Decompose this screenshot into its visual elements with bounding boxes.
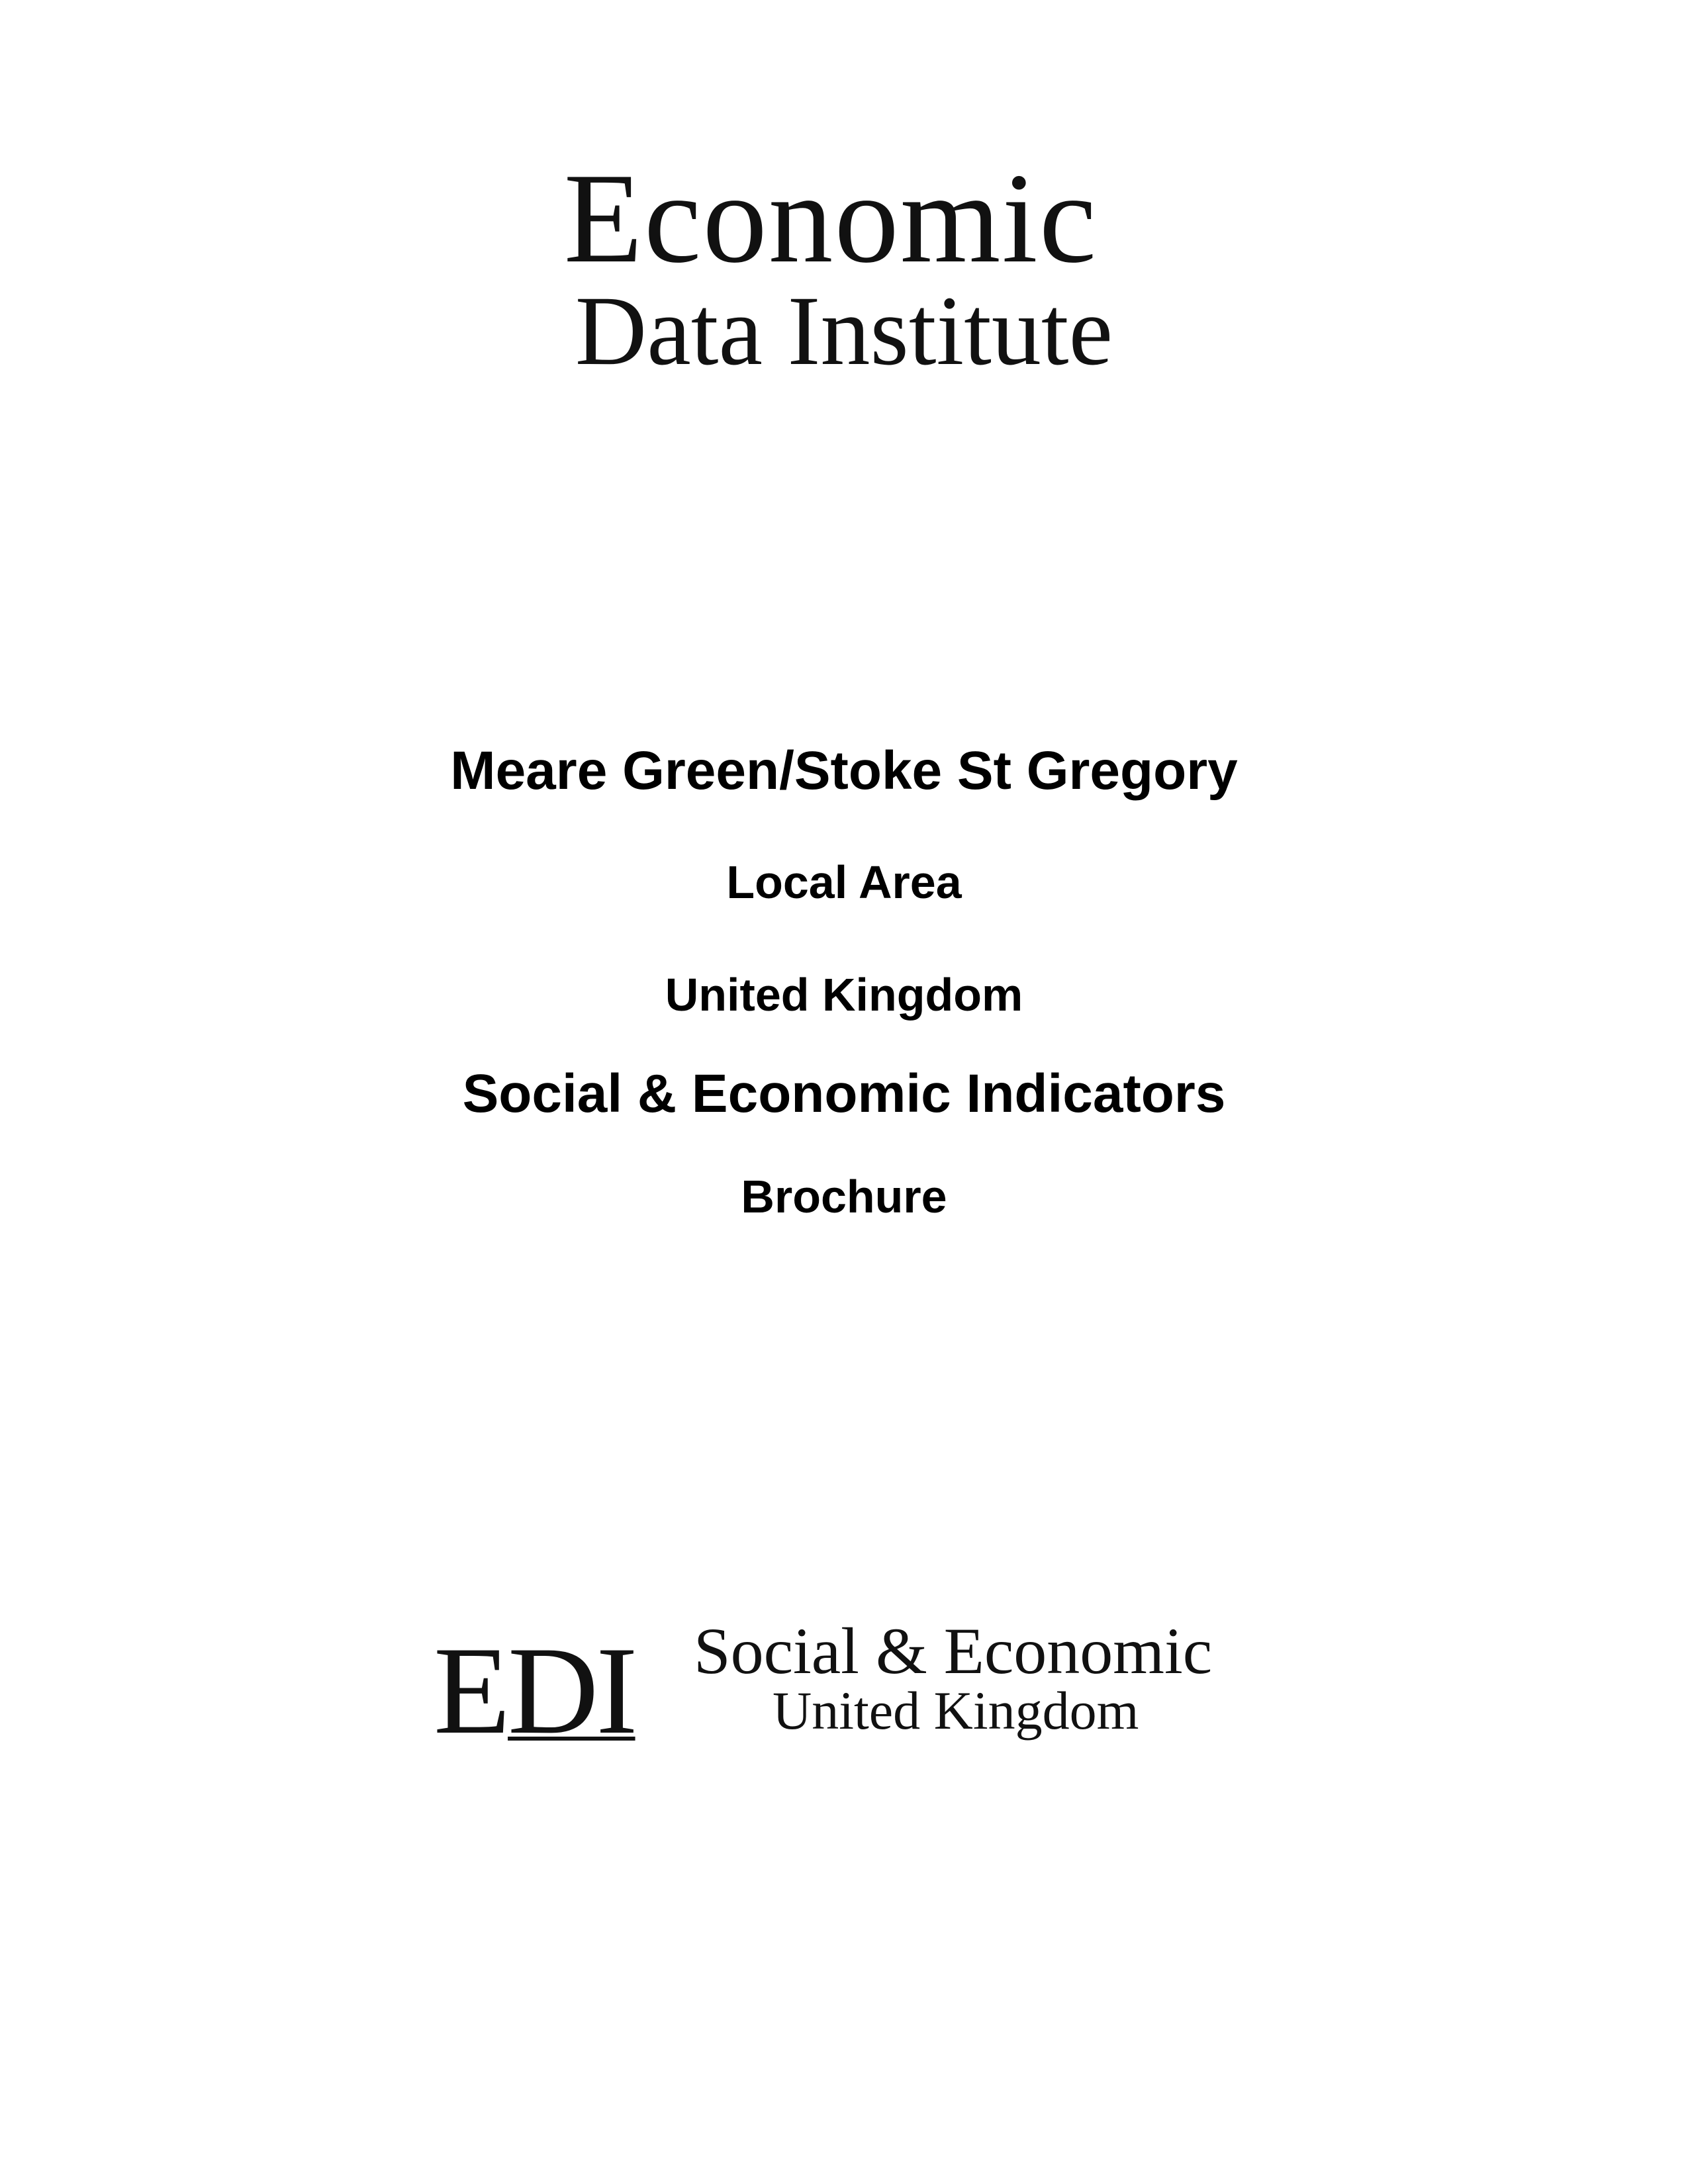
logo-line-economic: Economic: [563, 147, 1098, 290]
area-type-label: Local Area: [726, 856, 962, 908]
country-label: United Kingdom: [665, 969, 1023, 1021]
area-name-heading: Meare Green/Stoke St Gregory: [450, 741, 1238, 801]
edi-footer-logo: [434, 1615, 1294, 1767]
edi-logo-line-social-economic: Social & Economic: [694, 1614, 1213, 1688]
edi-logo-line-united-kingdom: United Kingdom: [773, 1680, 1139, 1741]
document-type-label: Brochure: [741, 1171, 947, 1222]
logo-line-data-institute: Data Institute: [575, 276, 1113, 386]
edi-letters-di: DI: [508, 1621, 635, 1760]
title-block: [0, 735, 1688, 1226]
edi-letter-e: E: [434, 1621, 508, 1760]
subject-heading: Social & Economic Indicators: [462, 1064, 1226, 1124]
economic-data-institute-logo: [0, 147, 1688, 386]
edi-monogram: [434, 1621, 635, 1760]
